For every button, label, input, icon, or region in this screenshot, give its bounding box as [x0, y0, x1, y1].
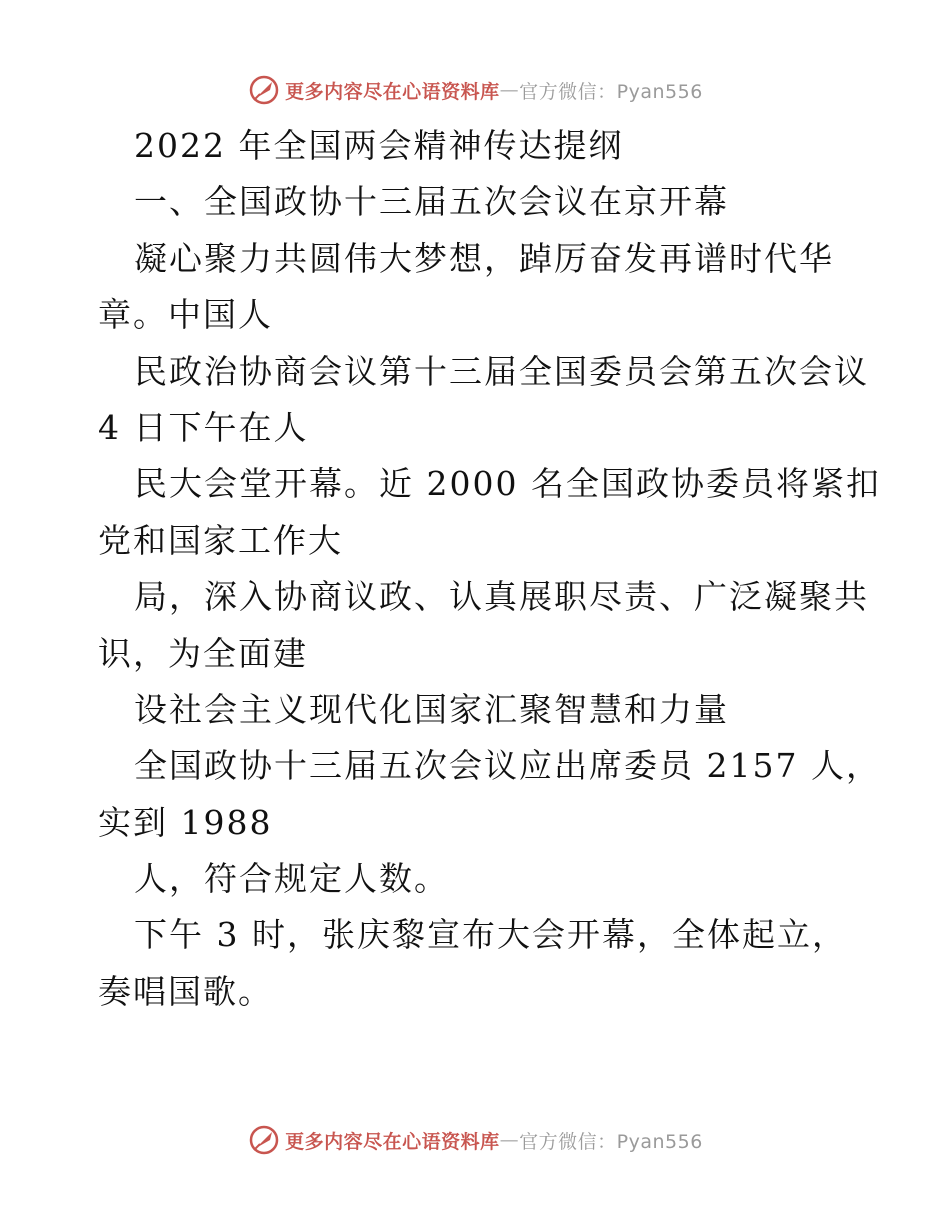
paragraph-line: 民政治协商会议第十三届全国委员会第五次会议 — [134, 351, 869, 391]
banner-dash: — — [499, 79, 520, 101]
paragraph-line: 民大会堂开幕。近 2000 名全国政协委员将紧扣 — [134, 464, 881, 504]
paragraph-line: 奏唱国歌。 — [98, 971, 273, 1011]
banner-site-name: 更多内容尽在心语资料库 — [285, 80, 500, 103]
paragraph-line: 识，为全面建 — [98, 633, 308, 673]
banner-wechat: 官方微信：Pyan556 — [519, 1130, 703, 1153]
banner-site-name: 更多内容尽在心语资料库 — [285, 1130, 500, 1153]
paragraph-line: 人，符合规定人数。 — [134, 859, 449, 899]
document-title: 2022 年全国两会精神传达提纲 — [134, 126, 624, 165]
paragraph-line: 全国政协十三届五次会议应出席委员 2157 人， — [134, 746, 881, 786]
paragraph-line: 章。中国人 — [98, 295, 273, 335]
quill-logo-icon — [247, 1123, 281, 1157]
paragraph-line: 下午 3 时，张庆黎宣布大会开幕，全体起立， — [134, 915, 847, 955]
paragraph-line: 4 日下午在人 — [98, 407, 309, 447]
section-heading: 一、全国政协十三届五次会议在京开幕 — [134, 182, 729, 222]
paragraph-line: 党和国家工作大 — [98, 520, 343, 560]
footer-banner — [0, 1120, 950, 1160]
quill-logo-icon — [247, 73, 281, 107]
paragraph-line: 实到 1988 — [98, 802, 273, 842]
header-banner — [0, 70, 950, 110]
paragraph-line: 设社会主义现代化国家汇聚智慧和力量 — [134, 689, 729, 729]
banner-wechat: 官方微信：Pyan556 — [519, 80, 703, 103]
document-body — [98, 122, 881, 1024]
paragraph-line: 局，深入协商议政、认真展职尽责、广泛凝聚共 — [134, 577, 869, 617]
paragraph-line: 凝心聚力共圆伟大梦想，踔厉奋发再谱时代华 — [134, 238, 834, 278]
banner-dash: — — [499, 1129, 520, 1151]
